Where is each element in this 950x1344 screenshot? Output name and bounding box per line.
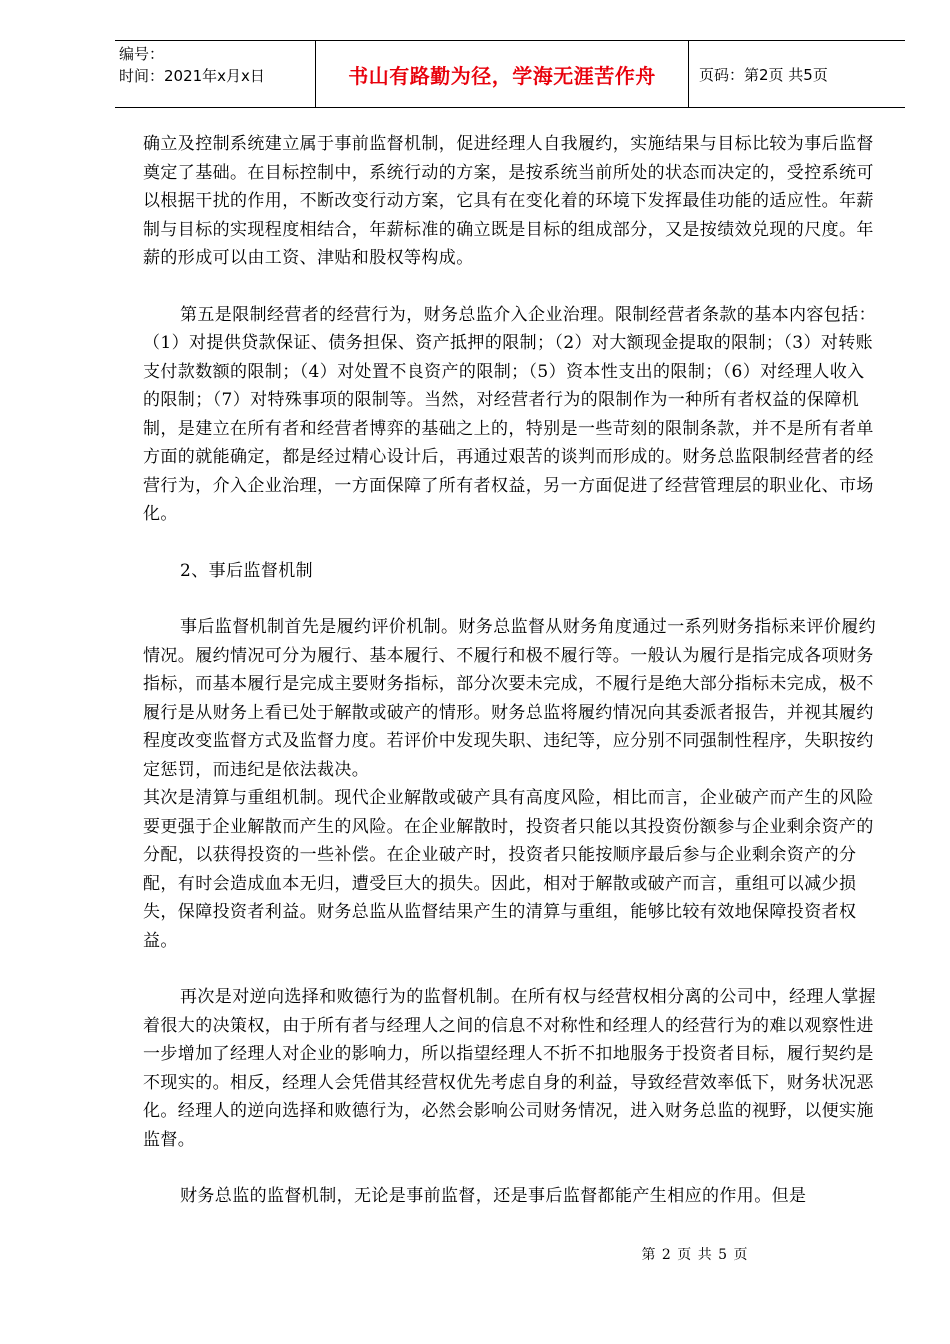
document-number-label: 编号： [119, 45, 165, 63]
section-heading: 2、事后监督机制 [180, 560, 314, 581]
body-paragraph: 第五是限制经营者的经营行为，财务总监介入企业治理。限制经营者条款的基本内容包括：（1）对提供贷款保证、债务担保、资产抵押的限制；（2）对大额现金提取的限制；（3）对转账支付款数额的限制；（4）对处置不良资产的限制；（5）资本性支出的限制；（6）对经理人收入的限制；（7）对特殊事项的限制等。当然，对经营者行为的限制作为一种所有者权益的保障机制，是建立在所有者和经营者博弈的基础之上的，特别是一些苛刻的限制条款，并不是所有者单方面的就能确定，都是经过精心设计后，再通过艰苦的谈判而形成的。财务总监限制经营者的经营行为，介入企业治理，一方面保障了所有者权益，另一方面促进了经营管理层的职业化、市场化。 [143, 304, 876, 524]
page-header [115, 40, 905, 108]
header-meta [115, 41, 315, 107]
document-body [143, 130, 878, 1211]
header-page-label: 页码：第2页 共5页 [699, 65, 828, 84]
body-paragraph: 其次是清算与重组机制。现代企业解散或破产具有高度风险，相比而言，企业破产而产生的风险要更强于企业解散而产生的风险。在企业解散时，投资者只能以其投资份额参与企业剩余资产的分配，以获得投资的一些补偿。在企业破产时，投资者只能按顺序最后参与企业剩余资产的分配，有时会造成血本无归，遭受巨大的损失。因此，相对于解散或破产而言，重组可以减少损失，保障投资者利益。财务总监从监督结果产生的清算与重组，能够比较有效地保障投资者权益。 [143, 788, 874, 951]
body-paragraph: 确立及控制系统建立属于事前监督机制，促进经理人自我履约，实施结果与目标比较为事后监督奠定了基础。在目标控制中，系统行动的方案，是按系统当前所处的状态而决定的，受控系统可以根据干扰的作用，不断改变行动方案，它具有在变化着的环境下发挥最佳功能的适应性。年薪制与目标的实现程度相结合，年薪标准的确立既是目标的组成部分，又是按绩效兑现的尺度。年薪的形成可以由工资、津贴和股权等构成。 [143, 134, 874, 268]
body-paragraph: 财务总监的监督机制，无论是事前监督，还是事后监督都能产生相应的作用。但是 [180, 1186, 807, 1206]
page-footer: 第 2 页 共 5 页 [641, 1247, 749, 1263]
header-motto: 书山有路勤为径，学海无涯苦作舟 [315, 41, 689, 107]
body-paragraph: 再次是对逆向选择和败德行为的监督机制。在所有权与经营权相分离的公司中，经理人掌握着很大的决策权，由于所有者与经理人之间的信息不对称性和经理人的经营行为的难以观察性进一步增加了经理人对企业的影响力，所以指望经理人不折不扣地服务于投资者目标，履行契约是不现实的。相反，经理人会凭借其经营权优先考虑自身的利益，导致经营效率低下，财务状况恶化。经理人的逆向选择和败德行为，必然会影响公司财务情况，进入财务总监的视野，以便实施监督。 [143, 987, 876, 1150]
document-time-label: 时间：2021年x月x日 [119, 67, 265, 85]
body-paragraph: 事后监督机制首先是履约评价机制。财务总监督从财务角度通过一系列财务指标来评价履约情况。履约情况可分为履行、基本履行、不履行和极不履行等。一般认为履行是指完成各项财务指标，而基本履行是完成主要财务指标，部分次要未完成，不履行是绝大部分指标未完成，极不履行是从财务上看已处于解散或破产的情形。财务总监将履约情况向其委派者报告，并视其履约程度改变监督方式及监督力度。若评价中发现失职、违纪等，应分别不同强制性程序，失职按约定惩罚，而违纪是依法裁决。 [143, 617, 876, 780]
